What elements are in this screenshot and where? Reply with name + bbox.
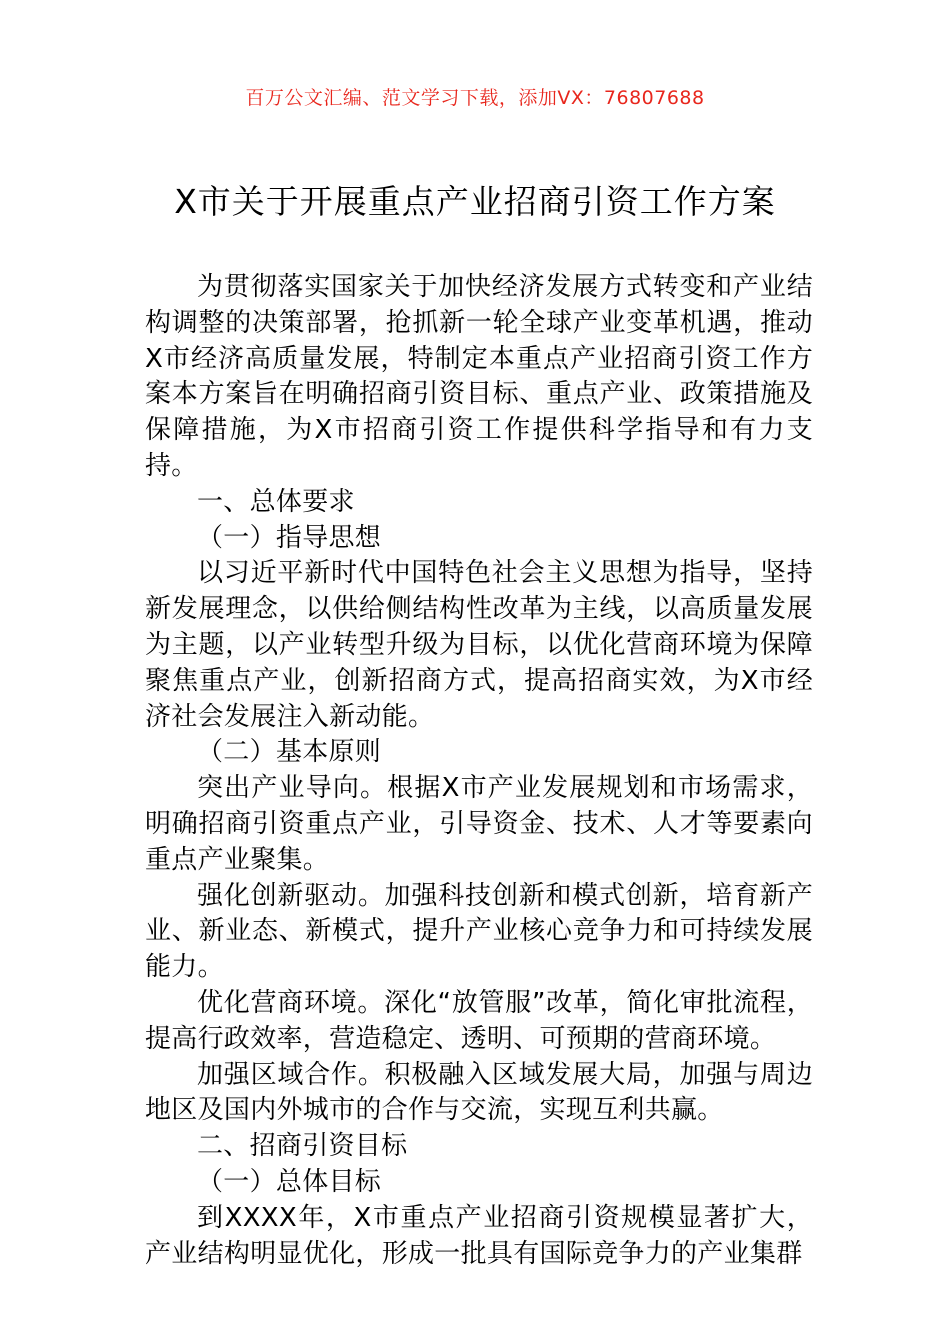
paragraph-intro: 为贯彻落实国家关于加快经济发展方式转变和产业结构调整的决策部署，抢抓新一轮全球产业变革机遇，推动X市经济高质量发展，特制定本重点产业招商引资工作方案本方案旨在明确招商引资目标、重点产业、政策措施及保障措施，为X市招商引资工作提供科学指导和有力支持。 <box>145 272 813 481</box>
section-heading-2: 二、招商引资目标 <box>197 1131 408 1162</box>
paragraph-overall-goal: 到XXXX年，X市重点产业招商引资规模显著扩大，产业结构明显优化，形成一批具有国际竞争力的产业集群 <box>145 1202 813 1269</box>
paragraph-principle-innovation: 强化创新驱动。加强科技创新和模式创新，培育新产业、新业态、新模式，提升产业核心竞争力和可持续发展能力。 <box>145 880 813 983</box>
subsection-heading-1-1: （一）指导思想 <box>197 522 382 553</box>
subsection-heading-1-2: （二）基本原则 <box>197 737 382 768</box>
subsection-heading-2-1: （一）总体目标 <box>197 1166 382 1197</box>
document-title: X市关于开展重点产业招商引资工作方案 <box>174 182 776 221</box>
paragraph-principle-environment: 优化营商环境。深化“放管服”改革，简化审批流程，提高行政效率，营造稳定、透明、可预期的营商环境。 <box>145 987 813 1054</box>
header-note: 百万公文汇编、范文学习下载，添加VX：76807688 <box>245 87 705 109</box>
document-body <box>145 270 813 1272</box>
paragraph-guiding-thought: 以习近平新时代中国特色社会主义思想为指导，坚持新发展理念，以供给侧结构性改革为主线，以高质量发展为主题，以产业转型升级为目标，以优化营商环境为保障聚焦重点产业，创新招商方式，提高招商实效，为X市经济社会发展注入新动能。 <box>145 558 813 732</box>
section-heading-1: 一、总体要求 <box>197 486 355 517</box>
paragraph-principle-industry: 突出产业导向。根据X市产业发展规划和市场需求，明确招商引资重点产业，引导资金、技术、人才等要素向重点产业聚集。 <box>145 773 813 875</box>
paragraph-principle-cooperation: 加强区域合作。积极融入区域发展大局，加强与周边地区及国内外城市的合作与交流，实现互利共赢。 <box>145 1059 813 1126</box>
